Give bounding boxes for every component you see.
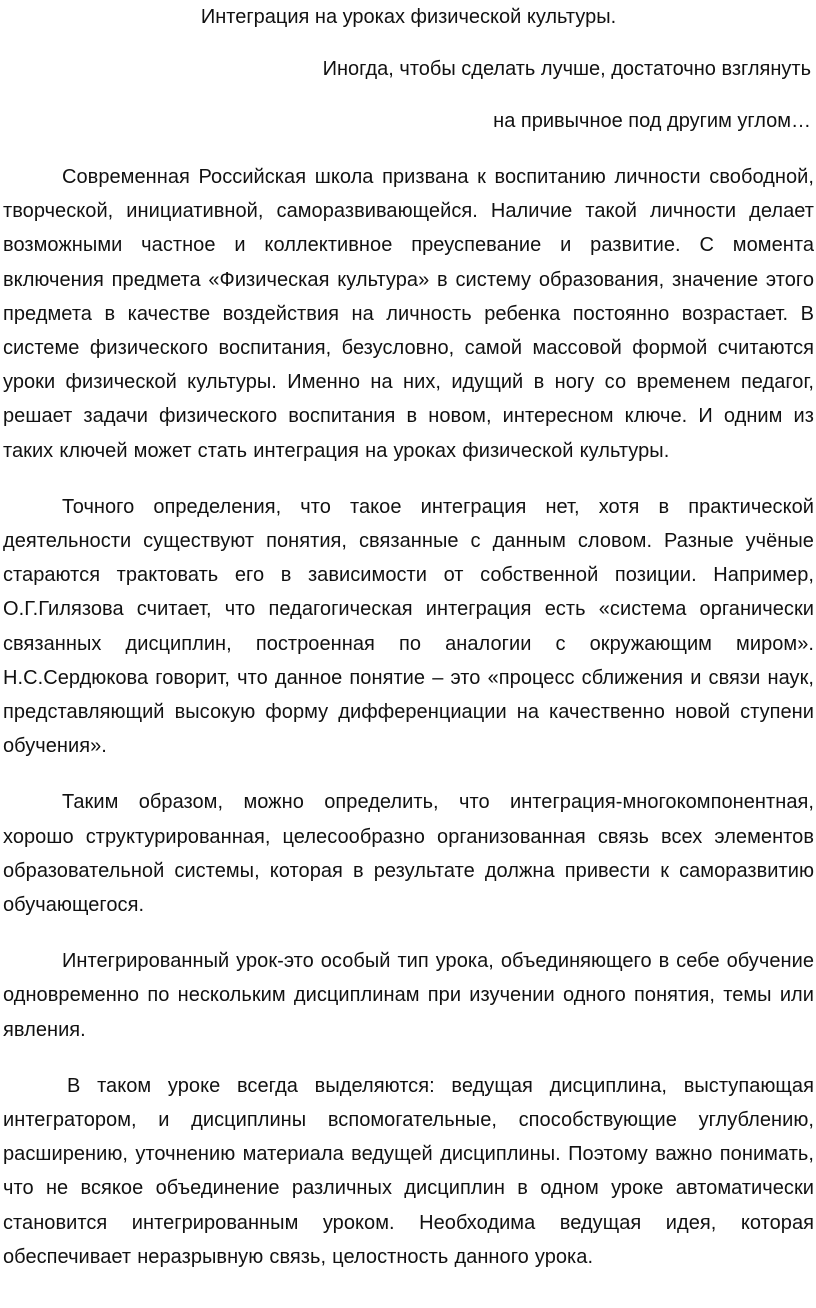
epigraph-line-1: Иногда, чтобы сделать лучше, достаточно взглянуть: [322, 58, 811, 80]
paragraph-4: Интегрированный урок-это особый тип урока, объединяющего в себе обучение одновременно по нескольким дисциплинам при изучении одного понятия, темы или явления.: [3, 950, 814, 1041]
epigraph-line-2: на привычное под другим углом…: [493, 110, 811, 132]
document-title: Интеграция на уроках физической культуры.: [200, 6, 617, 28]
paragraph-5: В таком уроке всегда выделяются: ведущая дисциплина, выступающая интегратором, и дисциплины вспомогательные, способствующие углублению, расширению, уточнению материала ведущей дисциплины. Поэтому важно понимать, что не всякое объединение различных дисциплин в одном уроке автоматически становится интегрированным уроком. Необходима ведущая идея, которая обеспечивает неразрывную связь, целостность данного урока.: [3, 1074, 814, 1268]
paragraph-2: Точного определения, что такое интеграция нет, хотя в практической деятельности существуют понятия, связанные с данным словом. Разные учёные стараются трактовать его в зависимости от собственной позиции. Например, О.Г.Гилязова считает, что педагогическая интеграция есть «система органически связанных дисциплин, построенная по аналогии с окружающим миром». Н.С.Сердюкова говорит, что данное понятие – это «процесс сближения и связи наук, представляющий высокую форму дифференциации на качественно новой ступени обучения».: [3, 495, 814, 758]
paragraph-3: Таким образом, можно определить, что интеграция-многокомпонентная, хорошо структурированная, целесообразно организованная связь всех элементов образовательной системы, которая в результате должна привести к саморазвитию обучающегося.: [3, 791, 814, 917]
paragraph-1: Современная Российская школа призвана к воспитанию личности свободной, творческой, инициативной, саморазвивающейся. Наличие такой личности делает возможными частное и коллективное преуспевание и развитие. С момента включения предмета «Физическая культура» в систему образования, значение этого предмета в качестве воздействия на личность ребенка постоянно возрастает. В системе физического воспитания, безусловно, самой массовой формой считаются уроки физической культуры. Именно на них, идущий в ногу со временем педагог, решает задачи физического воспитания в новом, интересном ключе. И одним из таких ключей может стать интеграция на уроках физической культуры.: [3, 166, 814, 462]
